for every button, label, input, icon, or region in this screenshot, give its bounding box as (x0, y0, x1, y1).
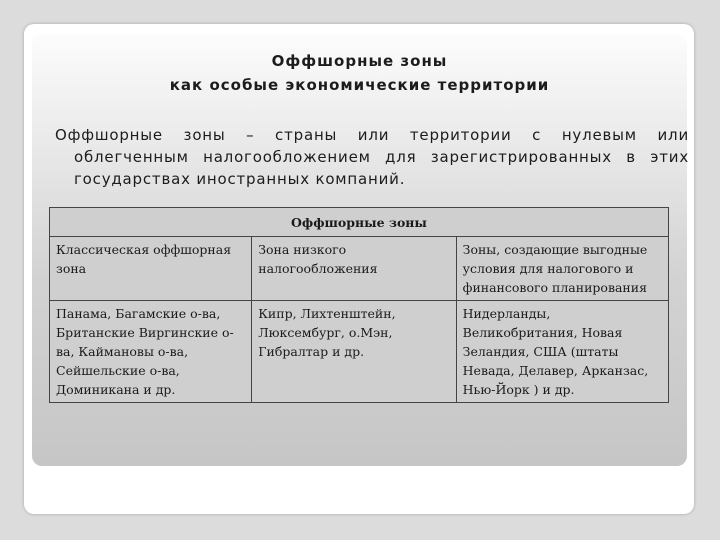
header-classic-zone: Классическая оффшорная зона (50, 237, 252, 301)
cell-low-tax-countries: Кипр, Лихтенштейн, Люксембург, о.Мэн, Гибралтар и др. (252, 301, 456, 403)
header-low-tax-zone: Зона низкого налогообложения (252, 237, 456, 301)
cell-classic-zone-countries: Панама, Багамские о-ва, Британские Виргинские о-ва, Каймановы о-ва, Сейшельские о-ва, Доминикана и др. (50, 301, 252, 403)
slide-title-line-1: Оффшорные зоны (271, 52, 448, 70)
slide-title-line-2: как особые экономические территории (169, 76, 550, 94)
table-caption: Оффшорные зоны (50, 208, 669, 237)
table-caption-row (50, 208, 669, 237)
offshore-zones-table (49, 207, 669, 403)
table-header-row (50, 237, 669, 301)
header-planning-zone: Зоны, создающие выгодные условия для налогового и финансового планирования (456, 237, 668, 301)
table-row (50, 301, 669, 403)
cell-planning-countries: Нидерланды, Великобритания, Новая Зеландия, США (штаты Невада, Делавер, Арканзас, Нью-Йорк ) и др. (456, 301, 668, 403)
definition-text: Оффшорные зоны – страны или территории с нулевым или облегченным налогообложением для зарегистрированных в этих государствах иностранных компаний. (55, 126, 689, 188)
